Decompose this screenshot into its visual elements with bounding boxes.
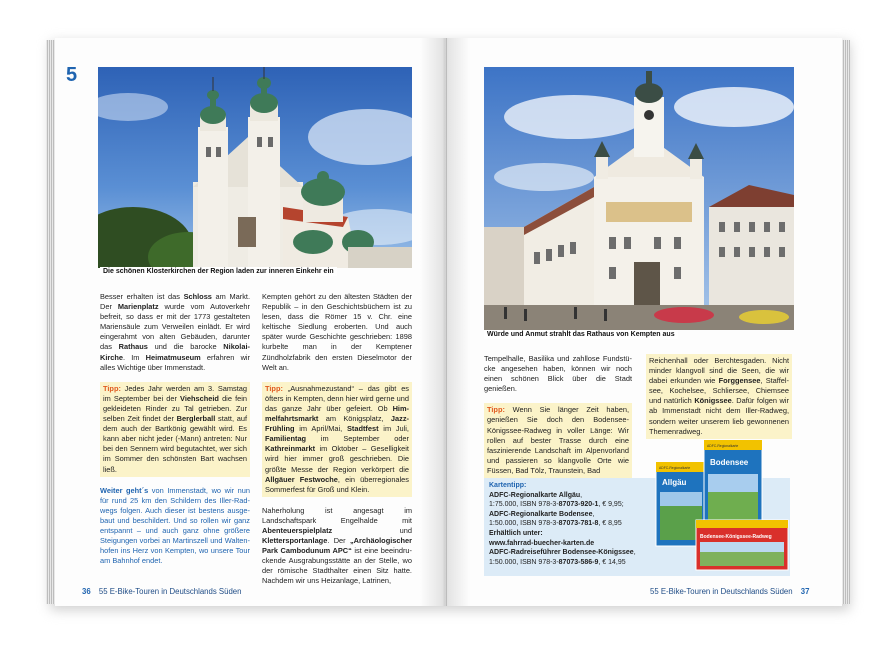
bold-term: Kathreinmarkt — [265, 444, 316, 454]
text-run: , — [580, 491, 583, 499]
chapter-tab-number: 5 — [66, 64, 78, 86]
text-run: , € 9,95; — [598, 501, 624, 509]
text-run: Tempelhalle, Basilika und zahllose Fundstücke angesehen haben, können wir noch einen schönen Blick über die Stadt genießen. — [484, 354, 632, 394]
text-run: , — [633, 549, 636, 557]
map3-title: Bodensee-Königssee-Radweg — [700, 534, 772, 540]
guidebook-cover — [696, 520, 788, 570]
right-photo-caption: Würde und Anmut strahlt das Rathaus von Kempten aus — [484, 330, 678, 339]
church-photo — [98, 67, 412, 268]
left-footer-text: 55 E-Bike-Touren in Deutschlands Süden — [98, 587, 242, 596]
paragraph-weiter — [100, 486, 250, 567]
left-page-number: 36 — [82, 587, 91, 596]
bold-term: Stadtfest — [346, 424, 379, 434]
map-covers — [652, 440, 792, 574]
map2-title: Bodensee — [710, 458, 749, 467]
text-run: Naherholung ist angesagt im Landschaftspark Engelhalde mit — [262, 505, 412, 525]
bold-term: Allgäuer Festwoche — [265, 474, 338, 484]
right-page-number: 37 — [800, 587, 810, 596]
text-run: „Ausnahmezustand“ – das gibt es öfters in Kempten, denn hier wird gerne und das ganze Jahr über gefeiert. Ob — [265, 383, 409, 413]
bold-term: www.fahrrad-buecher-karten.de — [489, 539, 595, 547]
bold-term: 87073-586-9 — [558, 558, 599, 566]
bold-term: Viehscheid — [180, 393, 219, 403]
text-run: und — [332, 525, 412, 535]
bold-term: Forggensee — [718, 376, 761, 386]
text-run: statt, auf dem auch der Bartkönig gewählt wird. Es kann aber nicht jeder (-Mann) antreten: Nur bei den Sennern wird begutachtet, wer sich im Sommer den schönsten Bart wachsen ließ. — [103, 414, 247, 474]
paragraph — [100, 292, 250, 373]
text-run: . Dafür folgen wir ab Immenstadt nicht dem Iller-Radweg, sondern weiter unserem lieb gewonnenen Themenradweg. — [649, 396, 789, 436]
text-run: im Oktober – Geselligkeit wird hier immer groß geschrieben. Die größte Messe der Region verkörpert die — [265, 444, 409, 474]
bold-term: Allgäu — [558, 491, 581, 499]
bold-term: Schloss — [183, 292, 212, 301]
text-run: Wenn Sie länger Zeit haben, genießen Sie doch den Bodensee-Königssee-Radweg in voller Länge: Wir rollen auf bester Trasse durch eine faszinierende Landschaft im Alpenvorland und passieren so klangvolle Orte wie Füssen, Bad Tölz, Traunstein, Bad — [487, 405, 629, 475]
text-run: und die barocke — [147, 342, 224, 352]
text-run: die fein gekleideten Rinder zu Tal getrieben. Zur selben Zeit findet der — [103, 393, 247, 424]
bold-term: ADFC-Radreiseführer — [489, 549, 563, 557]
text-run: Jedes Jahr werden am 3. Samstag im September bei der — [103, 383, 247, 403]
bold-term: Heimatmuseum — [145, 352, 201, 362]
text-run: am Markt. Der — [100, 292, 250, 312]
town-hall-illustration — [484, 67, 794, 330]
right-footer — [650, 587, 809, 596]
left-footer — [82, 587, 241, 596]
text-run: im Juli, — [378, 424, 409, 434]
tip-box — [100, 382, 250, 477]
right-column-2 — [646, 354, 792, 448]
tip-box-continued — [646, 354, 792, 439]
tip-label: Tipp: — [103, 383, 121, 393]
bold-term: Berglerball — [176, 414, 216, 424]
bold-term: 87073-781-8 — [558, 520, 599, 528]
right-column-1 — [484, 354, 632, 487]
bold-term: Bodensee-Königssee — [562, 549, 634, 557]
text-run: , — [592, 510, 595, 518]
map-covers-illustration — [652, 440, 792, 574]
bold-term: ADFC-Regionalkarte — [489, 510, 560, 518]
map1-title: Allgäu — [662, 478, 687, 487]
bold-term: 87073-920-1 — [558, 501, 599, 509]
bold-term: ADFC-Regionalkarte — [489, 491, 559, 499]
text-run: , € 14,95 — [598, 558, 626, 566]
church-illustration — [98, 67, 412, 268]
text-run: Reichenhall oder Berchtesgaden. Nicht minder klangvoll sind die Seen, die wir dabei erkunden wie — [649, 356, 789, 386]
left-column-1 — [100, 292, 250, 575]
text-run: 1:50.000, ISBN 978-3- — [489, 520, 559, 528]
map-cover-bodensee — [704, 440, 762, 530]
text-run: wurde vom Autoverkehr befreit, so dass er mit der 1773 gestalteten Mariensäule zum Verweilen einlädt. Er wird eingerahmt von alten Gebäuden, darunter das — [100, 302, 250, 352]
text-run: . Der — [327, 536, 350, 546]
bold-term: Königssee — [694, 396, 732, 406]
kartentipp-title: Kartentipp: — [489, 482, 527, 489]
text-run: von Immenstadt, wo wir nun für rund 25 km den Schildern des Iller-Radwegs folgen. Auch dieser ist bestens ausgebaut und beschildert. Und so rollen wir ganz entspannt – und auch ganz ohne größere Steigungen vorbei an Martinszell und Waltenhofen ins Herz von Kempten, wo unsere Tour am Bahnhof endet. — [100, 485, 250, 566]
town-hall-photo — [484, 67, 794, 330]
text-run: ist eine beeindruckende Ausgrabungsstätte an der Stelle, wo der römische Stadthalter einen Sitz hatte. Nachdem wir uns Heizanlage, Latrinen, — [262, 546, 412, 586]
text-run: , € 8,95 — [598, 520, 622, 528]
bold-term: Weiter geht´s — [100, 485, 149, 495]
bold-term: Nikolai-Kirche — [100, 342, 250, 362]
paragraph — [484, 354, 632, 394]
right-footer-text: 55 E-Bike-Touren in Deutschlands Süden — [650, 587, 793, 596]
tip-box — [262, 382, 412, 497]
text-run: am Königsplatz, — [318, 414, 391, 424]
left-column-2 — [262, 292, 412, 596]
text-run: 1:75.000, ISBN 978-3- — [489, 501, 559, 509]
text-run: Besser erhalten ist das — [100, 292, 184, 301]
map2-series: ADFC-Regionalkarte — [707, 444, 739, 448]
left-photo-caption: Die schönen Klosterkirchen der Region laden zur inneren Einkehr ein — [100, 267, 337, 276]
tip-label: Tipp: — [265, 383, 283, 393]
text-run: . Im — [123, 352, 146, 362]
bold-term: Rathaus — [118, 342, 148, 352]
text-run: im September oder — [306, 434, 409, 444]
text-run: im April/Mai, — [294, 424, 347, 434]
bold-term: Marienplatz — [117, 302, 159, 312]
text-run: , Staffelsee, Kochelsee, Schliersee, Chiemsee und natürlich — [649, 376, 789, 406]
bold-term: Familientag — [265, 434, 307, 444]
bold-term: Klettersportanlage — [262, 536, 328, 546]
text-run: Kempten gehört zu den ältesten Städten der Republik – in den Geschichtsbüchern ist zu lesen, dass die Römer 15 v. Chr. eine keltische Siedlung eroberten. Und auch später wurde Geschichte geschrieben: 1898 kurbelte man in der Kemptener Zündholzfabrik den ersten Dieselmotor der Welt an. — [262, 292, 412, 372]
paragraph — [262, 506, 412, 587]
bold-term: „Archäologischer Park Cambodunum APC“ — [262, 536, 412, 556]
text-run: , ein überregionales Sommerfest für Groß und Klein. — [265, 474, 409, 494]
tip-box — [484, 403, 632, 478]
bold-term: Erhältlich unter: — [489, 529, 543, 537]
bold-term: Jazz-Frühling — [265, 414, 409, 434]
text-run: 1:50.000, ISBN 978-3- — [489, 558, 559, 566]
map1-series: ADFC-Regionalkarte — [659, 466, 691, 470]
paragraph — [262, 292, 412, 373]
bold-term: Himmelfahrtsmarkt — [265, 403, 409, 424]
bold-term: Abenteuerspielplatz — [262, 525, 333, 535]
text-run: erfahren wir alles Wichtige über Immenstadt. — [100, 352, 251, 372]
tip-label: Tipp: — [487, 405, 505, 415]
bold-term: Bodensee — [559, 510, 593, 518]
